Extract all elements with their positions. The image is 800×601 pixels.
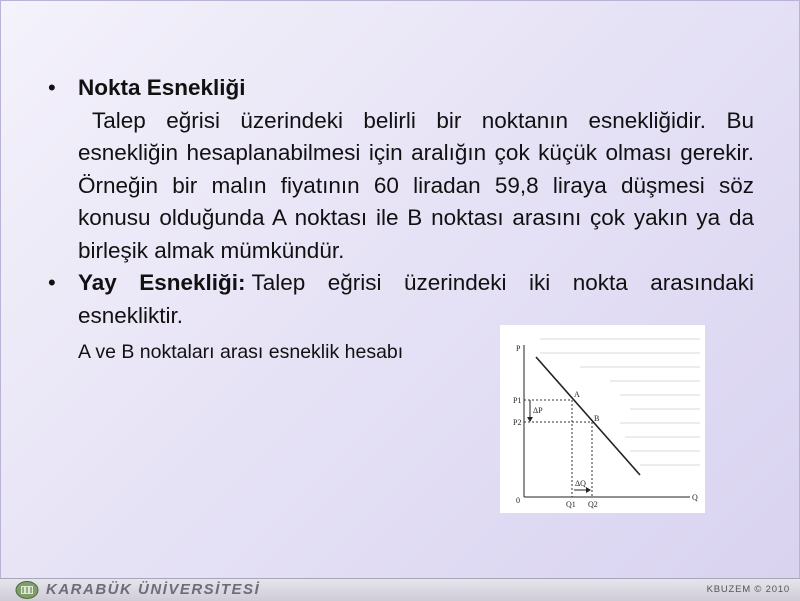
demand-curve-figure xyxy=(500,325,705,513)
bullet-yay xyxy=(48,267,754,332)
bullet-body xyxy=(78,72,754,267)
background-scan-lines xyxy=(540,339,700,465)
demand-curve-line xyxy=(536,357,640,475)
delta-p-label: ΔP xyxy=(533,406,543,415)
point-b-label: B xyxy=(594,414,600,423)
delta-q-label: ΔQ xyxy=(575,479,586,488)
delta-q-arrowhead xyxy=(586,487,591,493)
bullet-nokta xyxy=(48,72,754,267)
slide-content xyxy=(48,72,754,366)
p2-label: P2 xyxy=(513,418,522,427)
p1-label: P1 xyxy=(513,396,522,405)
axis-y-label: P xyxy=(516,344,521,353)
bullet-icon: • xyxy=(48,75,56,100)
bullet-icon: • xyxy=(48,270,56,295)
copyright-text: KBUZEM © 2010 xyxy=(706,584,790,595)
university-name: KARABÜK ÜNİVERSİTESİ xyxy=(46,581,261,598)
footer-bar xyxy=(0,578,800,601)
text-yay: Talep eğrisi üzerindeki iki nokta arasındaki esnekliktir. xyxy=(78,270,755,328)
paragraph-nokta: Talep eğrisi üzerindeki belirli bir noktanın esnekliğidir. Bu esnekliğin hesaplanabilmesi için aralığın çok küçük olması gerekir. Örneğin bir malın fiyatının 60 liradan 59,8 liraya düşmesi söz konusu olduğunda A noktası ile B noktası arasını çok yakın ya da birleşik almak mümkündür. xyxy=(78,107,754,263)
origin-label: 0 xyxy=(516,496,520,505)
heading-nokta: Nokta Esnekliği xyxy=(78,75,246,100)
demand-curve-diagram xyxy=(500,325,705,513)
point-a-label: A xyxy=(574,390,580,399)
bullet-body xyxy=(78,267,754,332)
axis-x-label: Q xyxy=(692,493,698,502)
heading-yay: Yay Esnekliği: xyxy=(78,270,246,295)
q2-label: Q2 xyxy=(588,500,598,509)
university-logo-icon xyxy=(14,580,40,600)
q1-label: Q1 xyxy=(566,500,576,509)
delta-p-arrowhead xyxy=(527,417,533,422)
sub-text-yay: A ve B noktaları arası esneklik hesabı xyxy=(78,341,404,363)
